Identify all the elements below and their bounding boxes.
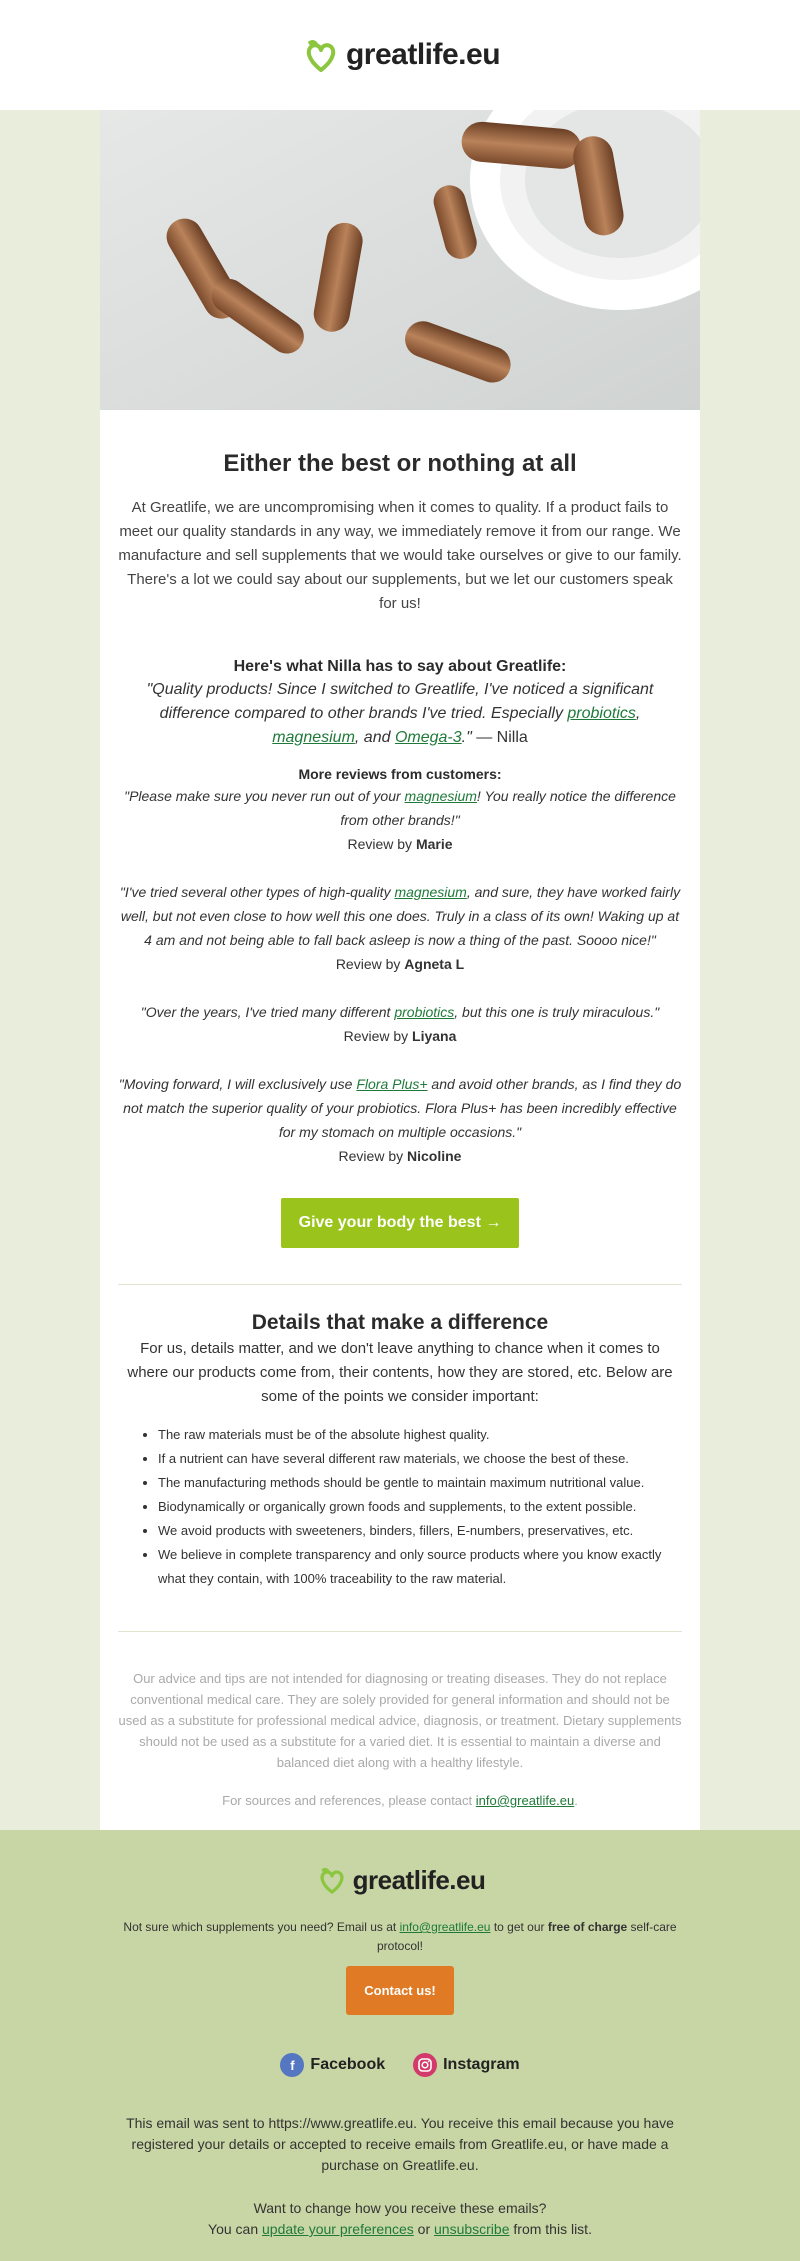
heart-leaf-icon [315, 1864, 349, 1896]
review-text: "Please make sure you never run out of your [124, 788, 405, 804]
divider [118, 1631, 682, 1632]
nilla-sep: , [635, 705, 641, 722]
heart-leaf-icon [300, 36, 342, 74]
review-product-link[interactable]: probiotics [394, 1004, 455, 1020]
list-item: • We avoid products with sweeteners, binders, fillers, E-numbers, preservatives, etc. [158, 1519, 682, 1543]
nilla-attribution: — Nilla [471, 729, 528, 746]
nilla-quote-text: "Quality products! Since I switched to Greatlife, I've noticed a significant difference compared to other brands I've tried. Especially [146, 681, 654, 722]
review-text: "I've tried several other types of high-quality [119, 884, 395, 900]
unsubscribe-link[interactable]: unsubscribe [434, 2221, 510, 2237]
review-author [118, 1144, 682, 1168]
list-item: • If a nutrient can have several different raw materials, we choose the best of these. [158, 1447, 682, 1471]
give-your-body-the-best-button[interactable]: Give your body the best → [281, 1198, 520, 1248]
review-product-link[interactable]: magnesium [394, 884, 467, 900]
brand-logo[interactable] [300, 36, 500, 74]
review-text: and avoid other brands, as I find they do not match the superior quality of your probiotics. Flora Plus+ has been incredibly effective for my stomach on multiple occasions." [123, 1076, 682, 1140]
footer-help-text [100, 1918, 700, 1956]
preferences-question: Want to change how you receive these emails? [253, 2200, 547, 2216]
footer-logo[interactable] [0, 1864, 800, 1896]
review-product-link[interactable]: magnesium [404, 788, 477, 804]
capsules-illustration [100, 110, 700, 410]
review-product-link[interactable]: Flora Plus+ [356, 1076, 428, 1092]
reviewer-name: Marie [415, 836, 453, 852]
cta-wrapper [118, 1198, 682, 1248]
review-by-label: Review by [338, 1148, 407, 1164]
update-preferences-link[interactable]: update your preferences [262, 2221, 414, 2237]
help-text: self-care protocol! [376, 1920, 677, 1953]
review-text: ! You really notice the difference from other brands!" [340, 788, 676, 828]
more-reviews-heading: More reviews from customers: [298, 766, 502, 782]
review-item [118, 880, 682, 976]
review-text: , but this one is truly miraculous." [454, 1004, 660, 1020]
sources-text: For sources and references, please contact [222, 1793, 476, 1808]
contact-us-button[interactable]: Contact us! [346, 1966, 454, 2015]
list-item: • We believe in complete transparency and only source products where you know exactly what they contain, with 100% traceability to the raw material. [158, 1543, 682, 1591]
email-body [100, 110, 700, 1830]
probiotics-link[interactable]: probiotics [567, 705, 636, 722]
main-title: Either the best or nothing at all [223, 450, 577, 477]
review-author [118, 952, 682, 976]
pref-text: from this list. [509, 2221, 592, 2237]
social-links [0, 2053, 800, 2077]
facebook-link[interactable] [280, 2053, 385, 2077]
hero-image-capsules [100, 110, 700, 410]
nilla-quote-end: ." [461, 729, 472, 746]
sources-note [118, 1793, 682, 1830]
reviewer-name: Agneta L [404, 956, 465, 972]
nilla-quote [118, 678, 682, 750]
divider [118, 1284, 682, 1285]
main-content [100, 410, 700, 1830]
review-author [118, 832, 682, 856]
header [0, 0, 800, 110]
preferences-line [0, 2219, 800, 2240]
review-author [118, 1024, 682, 1048]
instagram-icon [413, 2053, 437, 2077]
facebook-icon: f [280, 2053, 304, 2077]
review-item [118, 1072, 682, 1168]
reviewer-name: Liyana [412, 1028, 457, 1044]
footer-email-link[interactable]: info@greatlife.eu [399, 1920, 491, 1934]
intro-paragraph: At Greatlife, we are uncompromising when it comes to quality. If a product fails to meet our quality standards in any way, we immediately remove it from our range. We manufacture and sell supplements that we would take ourselves or give to our family. There's a lot we could say about our supplements, but we let our customers speak for us! [118, 499, 682, 612]
review-text: , and sure, they have worked fairly well, but not even close to how well this one does. Truly in a class of its own! Waking up at 4 am and not being able to fall back asleep is now a thing of the past. Soooo nice!" [120, 884, 681, 948]
details-title: Details that make a difference [251, 1311, 549, 1334]
list-item: • Biodynamically or organically grown foods and supplements, to the extent possible. [158, 1495, 682, 1519]
magnesium-link[interactable]: magnesium [272, 729, 355, 746]
nilla-sep: , and [354, 729, 395, 746]
review-text: "Over the years, I've tried many different [140, 1004, 395, 1020]
footer [0, 1830, 800, 2261]
instagram-label: Instagram [443, 2056, 520, 2073]
facebook-label: Facebook [310, 2056, 386, 2073]
review-by-label: Review by [347, 836, 416, 852]
review-by-label: Review by [335, 956, 405, 972]
nilla-heading: Here's what Nilla has to say about Greatlife: [233, 658, 567, 675]
review-text: "Moving forward, I will exclusively use [118, 1076, 357, 1092]
brand-name: greatlife.eu [352, 1864, 486, 1895]
help-text: Not sure which supplements you need? Email us at [123, 1920, 400, 1934]
help-text: to get our [490, 1920, 548, 1934]
list-item: • The raw materials must be of the absolute highest quality. [158, 1423, 682, 1447]
medical-disclaimer: Our advice and tips are not intended for diagnosing or treating diseases. They do not replace conventional medical care. They are solely provided for general information and should not be used as a substitute for professional medical advice, diagnosis, or treatment. Dietary supplements should not be used as a substitute for a varied diet. It is essential to maintain a diverse and balanced diet along with a healthy lifestyle. [118, 1671, 682, 1770]
instagram-link[interactable] [413, 2053, 519, 2077]
help-bold: free of charge [547, 1920, 628, 1934]
list-item: • The manufacturing methods should be gentle to maintain maximum nutritional value. [158, 1471, 682, 1495]
details-intro: For us, details matter, and we don't leave anything to chance when it comes to where our products come from, their contents, how they are stored, etc. Below are some of the points we consider important: [127, 1340, 673, 1405]
review-item [118, 784, 682, 856]
review-item [118, 1000, 682, 1048]
sources-email-link[interactable]: info@greatlife.eu [475, 1793, 575, 1808]
omega3-link[interactable]: Omega-3 [394, 729, 462, 746]
reviewer-name: Nicoline [407, 1148, 462, 1164]
pref-text: You can [208, 2221, 262, 2237]
footer-note: This email was sent to https://www.greatlife.eu. You receive this email because you have registered your details or accepted to receive emails from Greatlife.eu, or have made a purchase on Greatlife.eu. [126, 2115, 674, 2173]
brand-name: greatlife.eu [345, 38, 501, 71]
details-list [158, 1423, 682, 1591]
pref-text: or [413, 2221, 434, 2237]
review-by-label: Review by [343, 1028, 413, 1044]
preferences-block [0, 2198, 800, 2240]
sources-text-end: . [574, 1793, 578, 1808]
